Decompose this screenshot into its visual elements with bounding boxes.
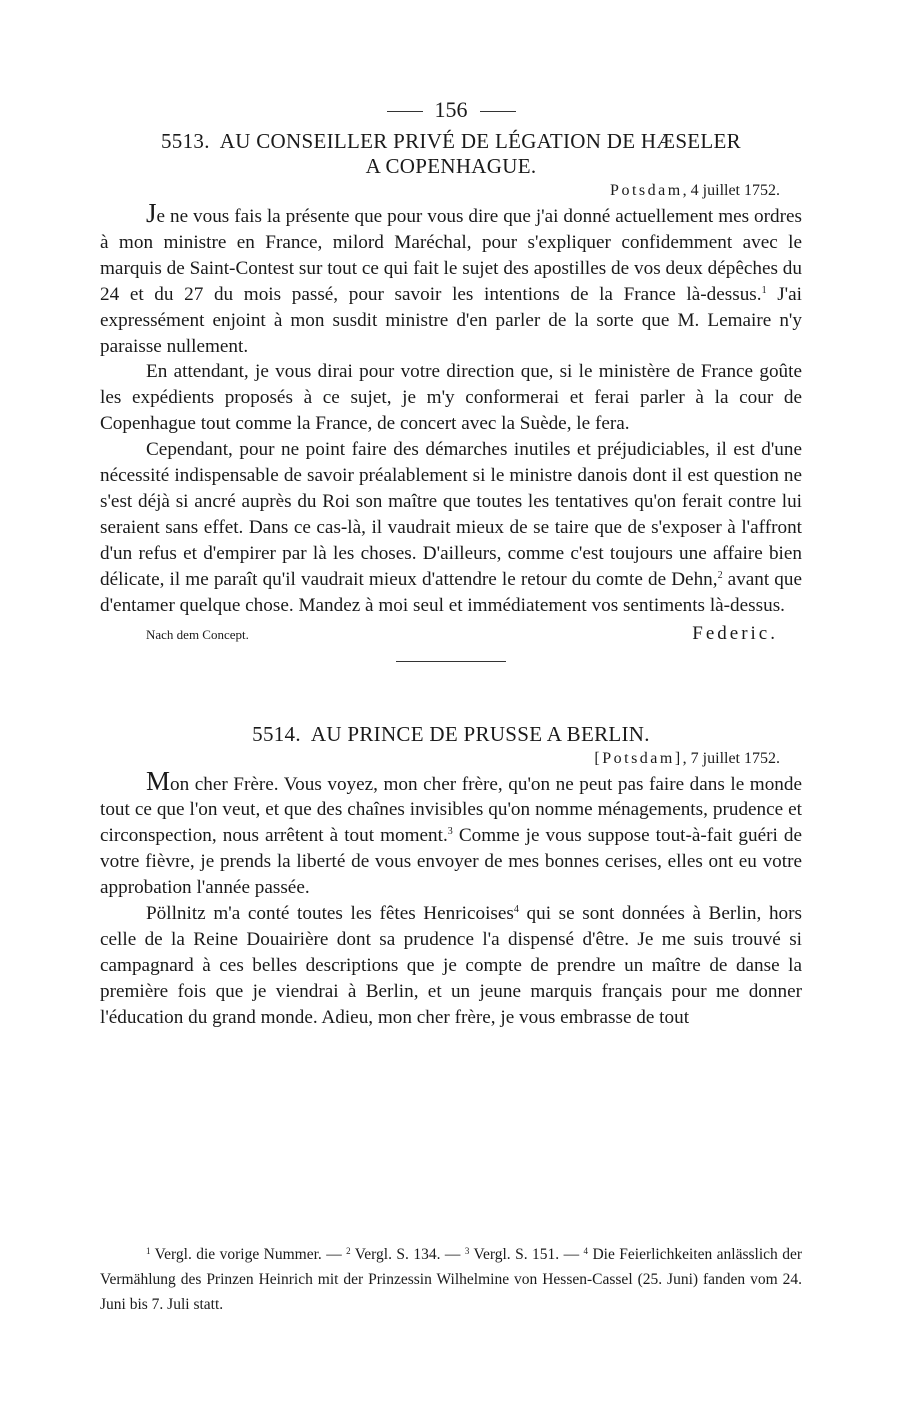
footnote-text: Vergl. die vorige Nummer. — [150,1246,347,1263]
letter-number: 5514. [252,721,301,746]
letter-dateline [100,747,802,771]
initial-letter: J [146,198,157,228]
footnote-text: Vergl. S. 134. — [350,1246,465,1263]
footnote-number: 3 [464,1246,470,1256]
paragraph: En attendant, je vous dirai pour votre direction que, si le ministère de France goûte les expédients proposés à ce sujet, je m'y conformerai et ferai parler à la cour de Copenhague tout comme la France, de concert avec la Suède, le fera. [100,361,802,435]
closing-row [100,623,802,645]
footnote-number: 4 [583,1246,589,1256]
page-number-line [100,95,802,129]
source-note: Nach dem Concept. [146,626,249,642]
footnote-text: Vergl. S. 151. — [469,1246,584,1263]
paragraph: Pöllnitz m'a conté toutes les fêtes Henricoises$^4$ qui se sont données à Berlin, hors celle de la Reine Douairière dont sa prudence l'a dispensé d'être. Je me suis trouvé si campagnard à ces belles descriptions que je compte de prendre un maître de danse la première fois que je viendrai à Berlin, et un jeune marquis français pour me donner l'éducation du grand monde. Adieu, mon cher frère, je vous embrasse de tout [100,903,802,1028]
letter-title: AU CONSEILLER PRIVÉ DE LÉGATION DE HÆSELER [219,129,741,153]
dash-right [480,111,516,112]
footnote-ref: 4 [513,904,519,916]
letter-place: Potsdam [610,182,683,199]
letter-title: AU PRINCE DE PRUSSE A BERLIN. [310,721,650,746]
letter-title-line2: A COPENHAGUE. [365,154,537,178]
footnote-ref: 1 [761,284,767,296]
footnote-ref: 2 [717,569,723,581]
section-divider [396,661,506,662]
letter-heading [100,722,802,747]
footnotes [100,1242,802,1317]
dash-left [387,111,423,112]
letter-date: , 4 juillet 1752. [682,182,780,199]
footnote-number: 1 [146,1246,151,1256]
initial-letter: M [146,765,171,796]
letter-5513 [100,129,802,662]
letter-dateline [100,179,802,203]
paragraph: Cependant, pour ne point faire des démarches inutiles et préjudiciables, il est d'une nécessité indispensable de savoir préalablement si le ministre danois dont il est question ne s'est déjà si ancré auprès du Roi son maître que toutes les tentatives qu'on ferait contre lui seraient sans effet. Dans ce cas-là, il vaudrait mieux de se taire que de s'exposer à l'affront d'un refus et d'empirer par là les choses. D'ailleurs, comme c'est toujours une affaire bien délicate, il me paraît qu'il vaudrait mieux d'attendre le retour du comte de Dehn,$^2$ avant que d'entamer quelque chose. Mandez à moi seul et immédiatement vos sentiments là-dessus. [100,439,802,616]
page-number: 156 [434,97,468,122]
letter-heading [100,129,802,179]
signature: Federic. [692,622,778,644]
footnote-ref: 3 [447,826,453,838]
letter-date: , 7 juillet 1752. [682,749,780,767]
footnote-number: 2 [346,1246,351,1256]
paragraph: Mon cher Frère. Vous voyez, mon cher frère, qu'on ne peut pas faire dans le monde tout ce que l'on veut, et que des chaînes invisibles qu'on nomme ménagements, prudence et circonspection, nous arrêtent à tout moment.$^3$ Comme je vous suppose tout-à-fait guéri de votre fièvre, je prends la liberté de vous envoyer de mes bonnes cerises, elles ont eu votre approbation l'année passée. [100,765,802,899]
letter-5514 [100,722,802,1031]
letter-number: 5513. [161,129,210,153]
letter-place: [Potsdam] [594,749,683,767]
page-body [100,95,802,1031]
footnote-text: Die Feierlichkeiten anlässlich der Vermählung des Prinzen Heinrich mit der Prinzessin Wilhelmine von Hessen-Cassel (25. Juni) fanden vom 24. Juni bis 7. Juli statt. [100,1246,803,1313]
paragraph: Je ne vous fais la présente que pour vous dire que j'ai donné actuellement mes ordres à mon ministre en France, milord Maréchal, pour s'expliquer confidemment avec le marquis de Saint-Contest sur tout ce qui fait le sujet des apostilles de vos deux dépêches du 24 et du 27 du mois passé, pour savoir les intentions de la France là-dessus.$^1$ J'ai expressément enjoint à mon susdit ministre d'en parler de la sorte que M. Lemaire n'y paraisse nullement. [100,198,802,357]
